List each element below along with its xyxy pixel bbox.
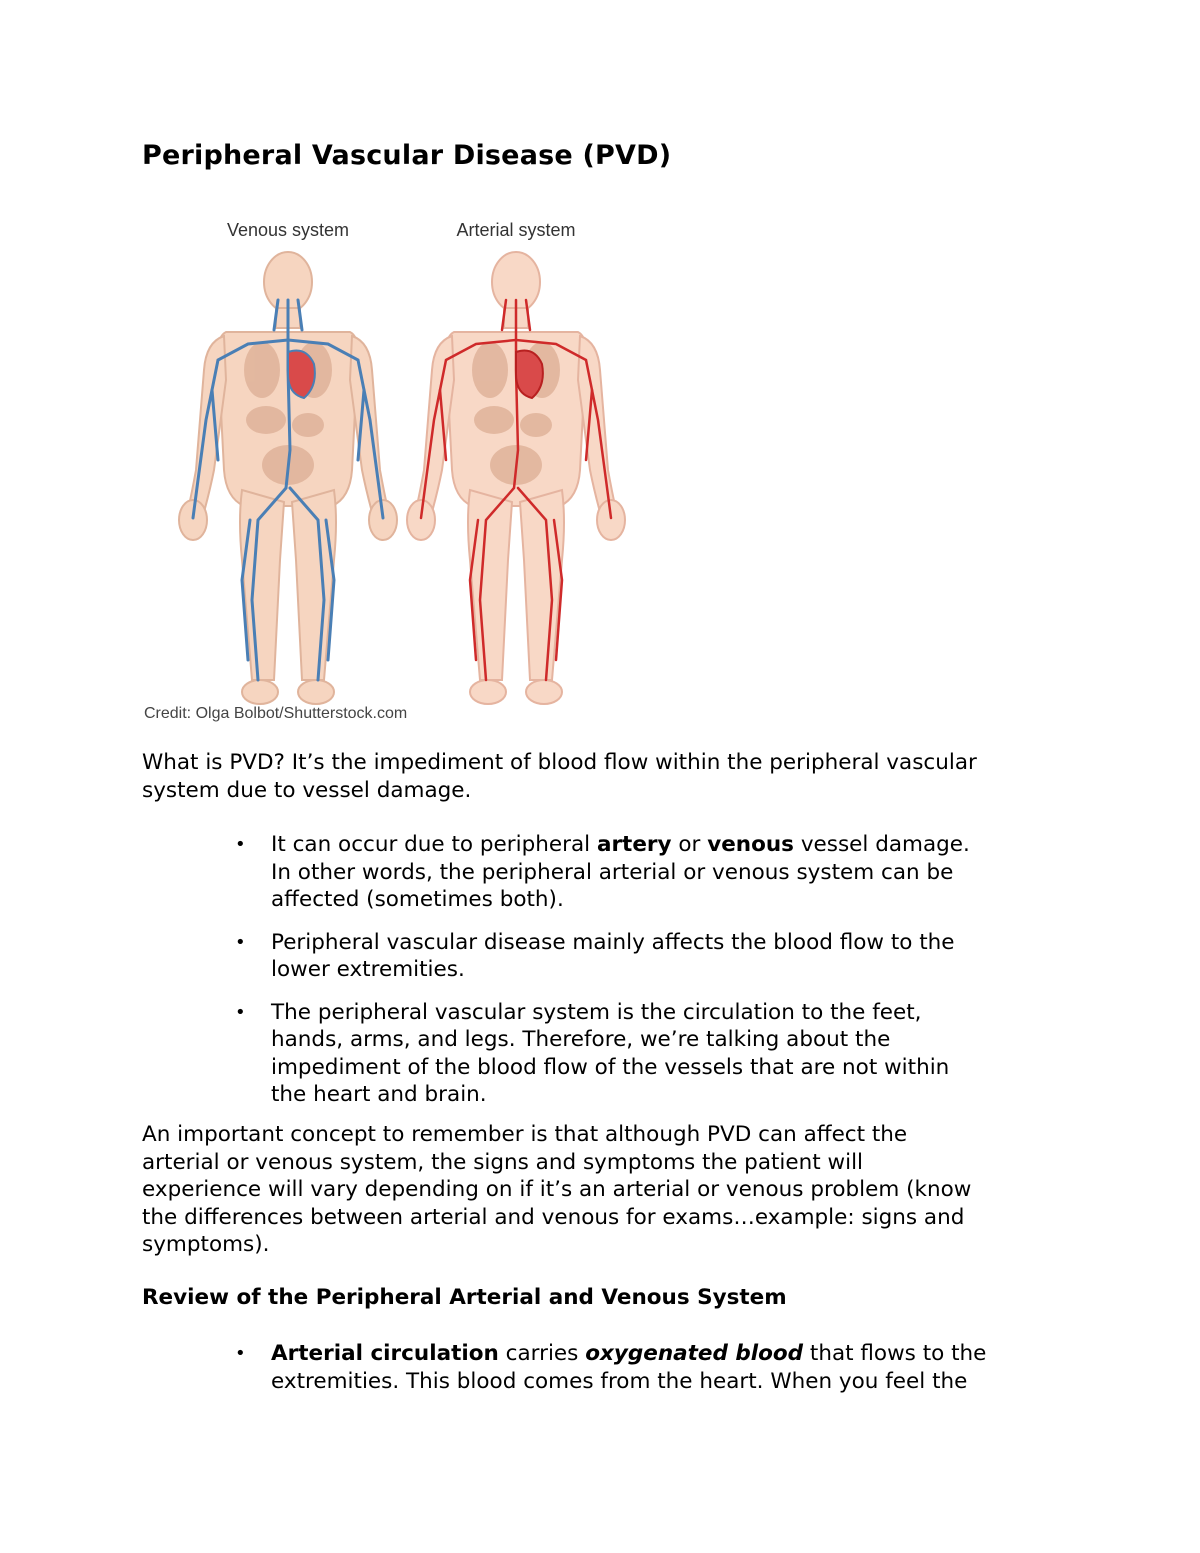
concept-line: arterial or venous system, the signs and symptoms the patient will bbox=[142, 1149, 864, 1175]
circulation-review-list bbox=[0, 1340, 1200, 1395]
item-text: affected (sometimes both). bbox=[271, 887, 564, 912]
item-text: impediment of the blood flow of the vessels that are not within bbox=[271, 1054, 950, 1080]
section-heading: Review of the Peripheral Arterial and Venous System bbox=[142, 1285, 787, 1310]
item-text: carries bbox=[498, 1341, 586, 1366]
concept-paragraph bbox=[142, 1121, 1082, 1259]
circulatory-system-figure bbox=[140, 212, 640, 727]
intro-paragraph bbox=[142, 749, 1082, 804]
item-text: Peripheral vascular disease mainly affects the blood flow to the bbox=[271, 929, 955, 955]
bullet: • bbox=[235, 931, 246, 953]
venous-system-label: Venous system bbox=[226, 220, 350, 240]
item-text: that flows to the bbox=[803, 1341, 987, 1366]
item-text: extremities. This blood comes from the heart. When you feel the bbox=[271, 1368, 968, 1394]
list-item bbox=[0, 1340, 1200, 1395]
bold-term: artery bbox=[596, 832, 672, 857]
item-text: The peripheral vascular system is the circulation to the feet, bbox=[271, 999, 922, 1025]
page-title: Peripheral Vascular Disease (PVD) bbox=[142, 140, 672, 171]
list-item bbox=[0, 929, 1200, 984]
intro-line: What is PVD? It’s the impediment of blood flow within the peripheral vascular bbox=[142, 750, 977, 775]
item-text: hands, arms, and legs. Therefore, we’re talking about the bbox=[271, 1027, 891, 1052]
arterial-body-illustration bbox=[407, 252, 625, 704]
bullet: • bbox=[235, 834, 246, 855]
bold-italic-term: oxygenated blood bbox=[585, 1341, 804, 1366]
item-text: vessel damage. bbox=[793, 832, 970, 857]
item-text: In other words, the peripheral arterial or venous system can be bbox=[271, 859, 954, 885]
item-text: or bbox=[671, 832, 708, 857]
bullet: • bbox=[235, 1343, 246, 1364]
image-credit: Credit: Olga Bolbot/Shutterstock.com bbox=[144, 705, 408, 722]
item-text: lower extremities. bbox=[271, 957, 465, 982]
arterial-system-label: Arterial system bbox=[456, 220, 576, 240]
pvd-facts-list bbox=[0, 831, 1200, 1109]
intro-line: system due to vessel damage. bbox=[142, 777, 472, 803]
venous-body-illustration bbox=[179, 252, 397, 704]
concept-line: An important concept to remember is that although PVD can affect the bbox=[142, 1122, 908, 1147]
concept-line: experience will vary depending on if it’s an arterial or venous problem (know bbox=[142, 1177, 972, 1202]
concept-line: the differences between arterial and venous for exams…example: signs and bbox=[142, 1204, 965, 1230]
bullet: • bbox=[235, 1001, 246, 1023]
concept-line: symptoms). bbox=[142, 1232, 270, 1257]
item-text: the heart and brain. bbox=[271, 1082, 487, 1107]
bold-term: Arterial circulation bbox=[271, 1341, 499, 1366]
bold-term: venous bbox=[707, 832, 794, 857]
list-item bbox=[0, 831, 1200, 914]
list-item bbox=[0, 999, 1200, 1109]
item-text: It can occur due to peripheral bbox=[271, 832, 597, 857]
